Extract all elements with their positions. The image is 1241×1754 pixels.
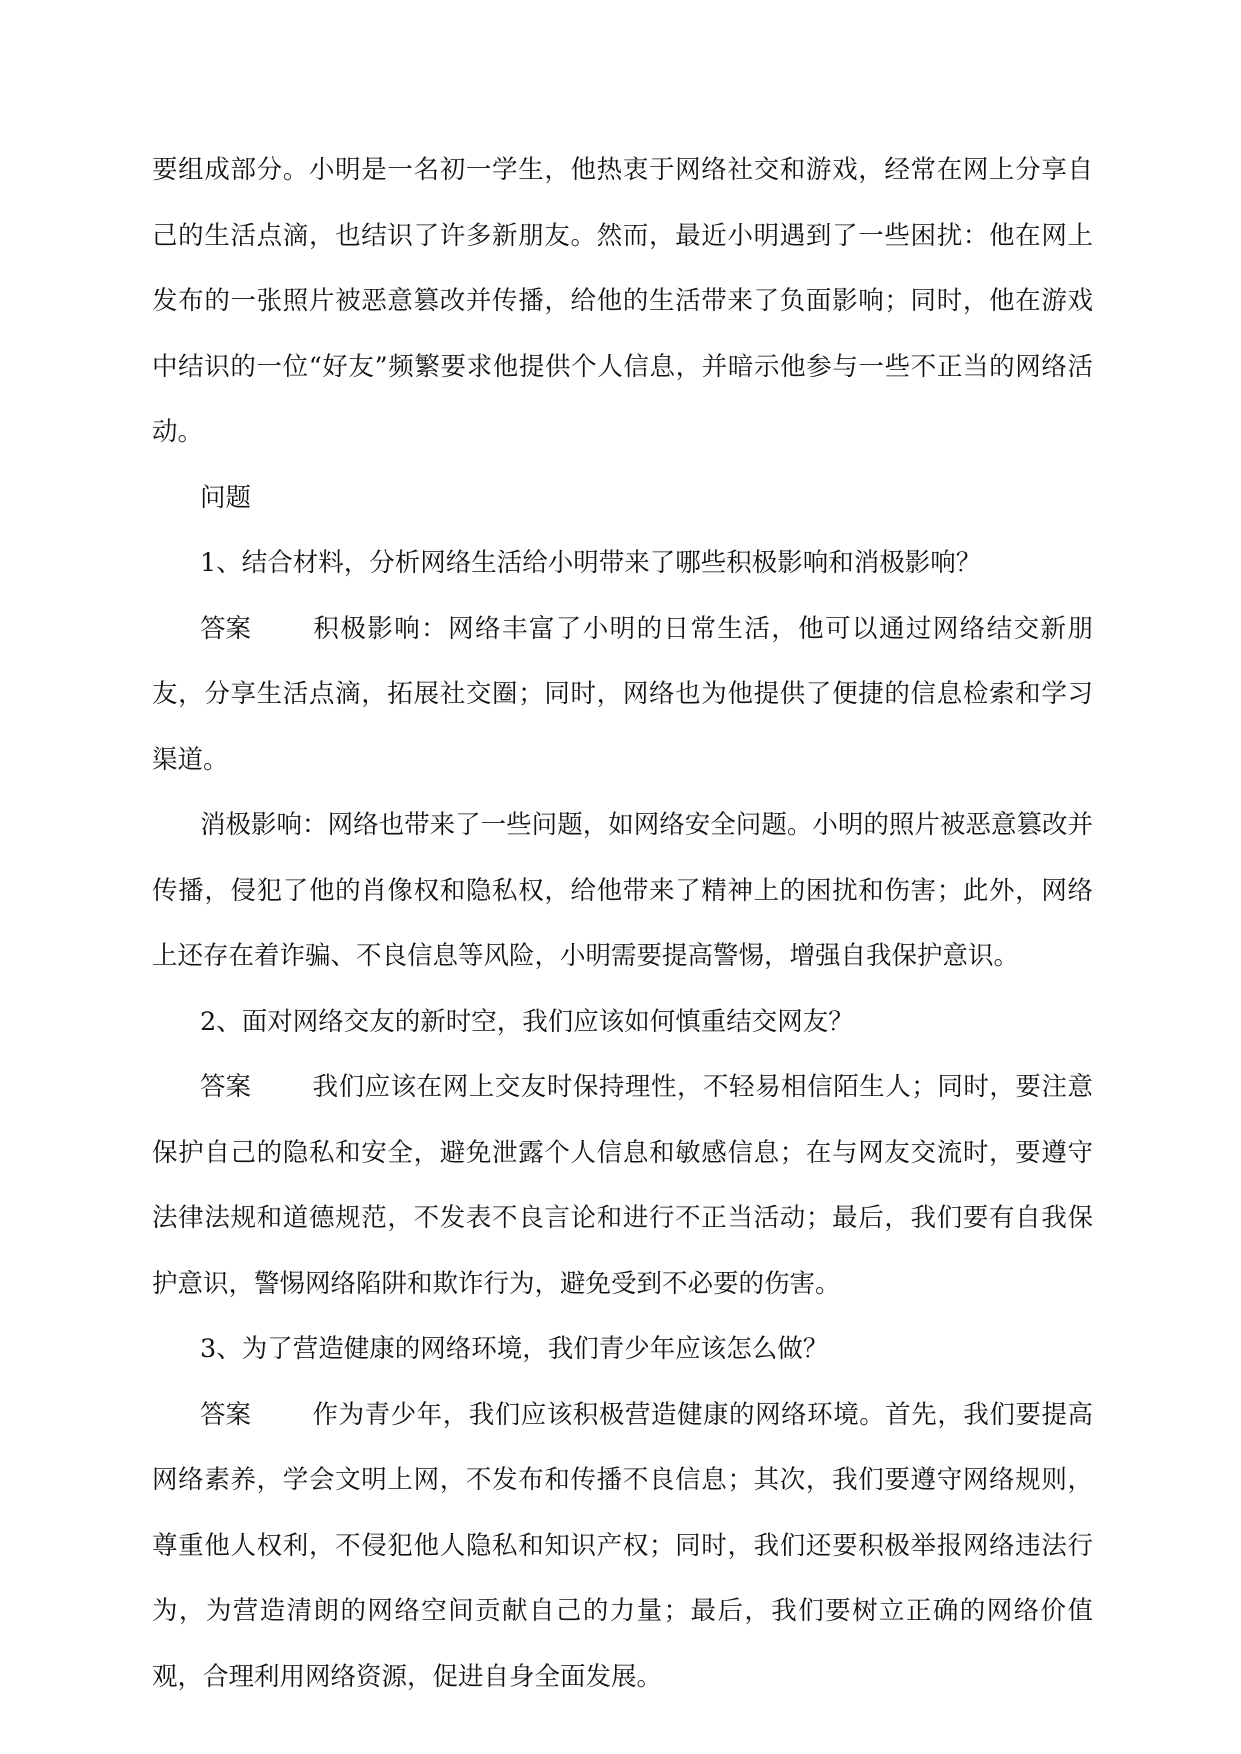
answer-1 <box>152 597 1093 794</box>
answer-1-continued: 消极影响：网络也带来了一些问题，如网络安全问题。小明的照片被恶意篡改并传播，侵犯了他的肖像权和隐私权，给他带来了精神上的困扰和伤害；此外，网络上还存在着诈骗、不良信息等风险，小明需要提高警惕，增强自我保护意识。 <box>152 810 1093 971</box>
document-body <box>152 138 1093 1710</box>
answer-2 <box>152 1055 1093 1317</box>
question-1: 1、结合材料，分析网络生活给小明带来了哪些积极影响和消极影响？ <box>200 548 982 578</box>
question-3: 3、为了营造健康的网络环境，我们青少年应该怎么做？ <box>200 1334 829 1364</box>
answer-1-text: 积极影响：网络丰富了小明的日常生活，他可以通过网络结交新朋友，分享生活点滴，拓展社交圈；同时，网络也为他提供了便捷的信息检索和学习渠道。 <box>152 613 1093 775</box>
intro-paragraph: 要组成部分。小明是一名初一学生，他热衷于网络社交和游戏，经常在网上分享自己的生活点滴，也结识了许多新朋友。然而，最近小明遇到了一些困扰：他在网上发布的一张照片被恶意篡改并传播，给他的生活带来了负面影响；同时，他在游戏中结识的一位“好友”频繁要求他提供个人信息，并暗示他参与一些不正当的网络活动。 <box>152 155 1093 447</box>
answer-label: 答案 <box>200 1072 252 1102</box>
answer-label: 答案 <box>200 613 252 644</box>
answer-label: 答案 <box>200 1399 252 1430</box>
questions-heading: 问题 <box>200 482 252 513</box>
question-2: 2、面对网络交友的新时空，我们应该如何慎重结交网友？ <box>200 1006 854 1037</box>
answer-2-text: 我们应该在网上交友时保持理性，不轻易相信陌生人；同时，要注意保护自己的隐私和安全，避免泄露个人信息和敏感信息；在与网友交流时，要遵守法律法规和道德规范，不发表不良言论和进行不正当活动；最后，我们要有自我保护意识，警惕网络陷阱和欺诈行为，避免受到不必要的伤害。 <box>152 1072 1093 1299</box>
answer-3 <box>152 1383 1093 1711</box>
answer-3-text: 作为青少年，我们应该积极营造健康的网络环境。首先，我们要提高网络素养，学会文明上网，不发布和传播不良信息；其次，我们要遵守网络规则，尊重他人权利，不侵犯他人隐私和知识产权；同时，我们还要积极举报网络违法行为，为营造清朗的网络空间贡献自己的力量；最后，我们要树立正确的网络价值观，合理利用网络资源，促进自身全面发展。 <box>152 1399 1093 1692</box>
